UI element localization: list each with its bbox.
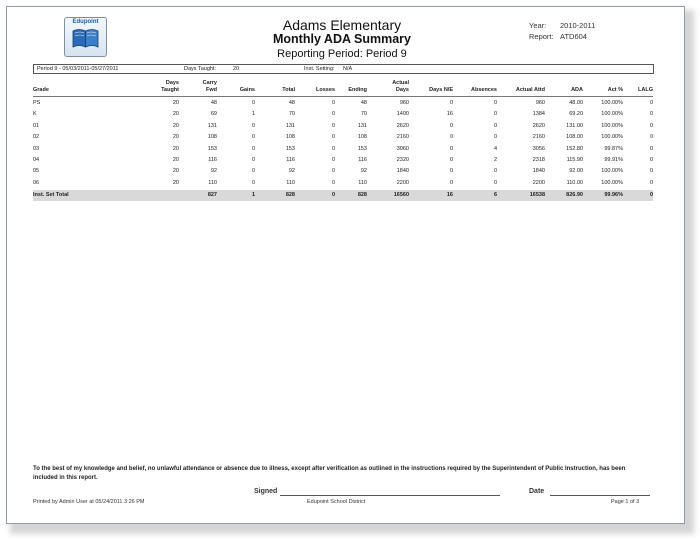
cell-days-taught: 20 [172, 134, 179, 141]
cell-actual-attd: 2200 [532, 179, 545, 186]
certification-statement: To the best of my knowledge and belief, no unlawful attendance or absence due to illness, except after verification as outlined in the instructions required by the Superintendent of Public Instruction, has been included in this report. [33, 466, 626, 481]
cell-days-ne: 16 [446, 192, 453, 199]
district-name: Edupoint School District [307, 499, 366, 505]
cell-grade: 01 [33, 122, 40, 129]
cell-actual-attd: 16538 [529, 192, 545, 199]
cell-losses: 0 [331, 122, 335, 129]
cell-days-taught: 20 [172, 179, 179, 186]
cell-carry-fwd: 48 [210, 100, 217, 106]
cell-days-taught: 20 [172, 145, 179, 152]
cell-total: 110 [286, 179, 295, 186]
logo-text: Edupoint [72, 19, 99, 25]
cell-grade: 05 [33, 168, 40, 175]
cell-act-pct: 100.00% [601, 111, 623, 118]
cell-total: 828 [285, 192, 295, 199]
cell-lalg: 0 [649, 192, 653, 199]
year-value: 2010-2011 [560, 21, 596, 30]
cell-lalg: 0 [649, 134, 653, 141]
cell-days-ne: 0 [449, 168, 453, 175]
cell-ada: 152.80 [566, 145, 583, 152]
cell-actual-days: 960 [399, 100, 409, 106]
cell-carry-fwd: 116 [208, 157, 217, 163]
cell-days-ne: 16 [446, 111, 453, 118]
edupoint-logo [64, 17, 107, 57]
cell-lalg: 0 [649, 157, 653, 163]
cell-absences: 0 [493, 134, 497, 141]
cell-actual-attd: 2620 [532, 122, 545, 129]
cell-actual-days: 2160 [396, 134, 409, 141]
cell-carry-fwd: 131 [207, 122, 217, 129]
report-label: Report: [529, 32, 554, 41]
cell-act-pct: 99.87% [604, 145, 623, 152]
cell-grade: K [33, 111, 37, 118]
cell-ada: 48.00 [569, 100, 583, 106]
cell-act-pct: 99.91% [604, 157, 623, 163]
cell-actual-days: 2320 [396, 157, 409, 163]
cell-ada: 115.90 [566, 157, 583, 163]
cell-actual-attd: 3056 [532, 145, 545, 152]
col-actual-attd: Actual Attd [515, 87, 545, 93]
cell-grade: Inst. Set Total [33, 192, 69, 199]
cell-lalg: 0 [649, 145, 653, 152]
cell-ada: 92.00 [569, 168, 583, 175]
signature-line [280, 495, 500, 496]
cell-losses: 0 [331, 111, 335, 118]
cell-carry-fwd: 827 [207, 192, 217, 199]
table-row [33, 144, 653, 155]
period-info-bar [33, 64, 654, 74]
cell-total: 108 [285, 134, 295, 141]
cell-carry-fwd: 110 [208, 179, 217, 186]
cell-actual-attd: 1384 [532, 111, 545, 118]
cell-gains: 0 [251, 134, 255, 141]
table-row [33, 98, 653, 109]
header-divider [33, 96, 653, 97]
col-lalg: LALG [638, 87, 653, 93]
col-grade: Grade [33, 87, 49, 93]
cell-absences: 0 [493, 122, 497, 129]
cell-actual-days: 1840 [396, 168, 409, 175]
cell-gains: 1 [251, 111, 255, 118]
cell-grade: 04 [33, 157, 40, 163]
cell-gains: 0 [251, 179, 255, 186]
table-row [33, 109, 653, 120]
col-gains: Gains [239, 87, 255, 93]
cell-carry-fwd: 69 [210, 111, 217, 118]
total-row [33, 190, 653, 201]
cell-losses: 0 [331, 100, 335, 106]
col-carry-fwd: Carry Fwd [202, 80, 217, 93]
table-row [33, 121, 653, 132]
cell-grade: 02 [33, 134, 40, 141]
cell-ada: 108.00 [566, 134, 583, 141]
report-code: ATD604 [560, 32, 587, 41]
cell-days-ne: 0 [449, 157, 453, 163]
col-absences: Absences [471, 87, 497, 93]
cell-total: 48 [288, 100, 295, 106]
cell-ada: 826.90 [566, 192, 583, 199]
cell-ending: 70 [360, 111, 367, 118]
cell-act-pct: 100.00% [601, 168, 623, 175]
inst-setting-label: Inst. Setting: [304, 66, 335, 72]
cell-act-pct: 99.96% [604, 192, 623, 199]
col-days-taught: Days Taught [161, 80, 179, 93]
cell-gains: 0 [251, 145, 255, 152]
cell-days-ne: 0 [449, 134, 453, 141]
cell-ending: 828 [357, 192, 367, 199]
col-actual-days: Actual Days [392, 80, 409, 93]
cell-actual-days: 2620 [396, 122, 409, 129]
table-row [33, 155, 653, 166]
cell-absences: 6 [493, 192, 497, 199]
cell-act-pct: 100.00% [601, 122, 623, 129]
cell-carry-fwd: 153 [207, 145, 217, 152]
cell-days-taught: 20 [172, 122, 179, 129]
cell-absences: 0 [493, 100, 497, 106]
year-label: Year: [529, 21, 547, 30]
cell-gains: 0 [251, 157, 255, 163]
cell-ending: 110 [358, 179, 367, 186]
days-taught-label: Days Taught: [184, 66, 217, 72]
cell-total: 116 [286, 157, 295, 163]
cell-lalg: 0 [649, 179, 653, 186]
cell-lalg: 0 [649, 122, 653, 129]
cell-absences: 0 [493, 179, 497, 186]
cell-actual-attd: 2318 [532, 157, 545, 163]
signed-label: Signed [254, 488, 278, 495]
inst-setting-value: N/A [343, 66, 353, 72]
cell-losses: 0 [331, 145, 335, 152]
cell-days-taught: 20 [172, 100, 179, 106]
cell-act-pct: 100.00% [601, 100, 623, 106]
days-taught-value: 20 [233, 66, 240, 72]
cell-losses: 0 [331, 179, 335, 186]
cell-losses: 0 [331, 168, 335, 175]
table-row [33, 178, 653, 189]
period-dates: Period 9 - 05/03/2011-05/27/2011 [37, 66, 119, 72]
cell-gains: 1 [251, 192, 255, 199]
cell-gains: 0 [251, 168, 255, 175]
cell-absences: 0 [493, 168, 497, 175]
cell-actual-days: 3060 [396, 145, 409, 152]
cell-total: 131 [285, 122, 295, 129]
cell-absences: 4 [493, 145, 497, 152]
cell-actual-days: 16560 [393, 192, 409, 199]
cell-carry-fwd: 108 [207, 134, 217, 141]
cell-ending: 92 [360, 168, 367, 175]
cell-days-taught: 20 [172, 168, 179, 175]
cell-days-ne: 0 [449, 122, 453, 129]
cell-absences: 0 [493, 111, 497, 118]
cell-grade: PS [33, 100, 41, 106]
cell-ending: 48 [360, 100, 367, 106]
printed-by: Printed by Admin User at 05/24/2011 3:26 PM [33, 499, 145, 505]
cell-actual-attd: 960 [535, 100, 545, 106]
cell-losses: 0 [331, 192, 335, 199]
cell-ada: 69.20 [569, 111, 583, 118]
col-losses: Losses [316, 87, 335, 93]
cell-days-taught: 20 [172, 157, 179, 163]
cell-carry-fwd: 92 [210, 168, 217, 175]
cell-act-pct: 100.00% [601, 179, 623, 186]
cell-total: 92 [288, 168, 295, 175]
report-page [6, 6, 685, 524]
reporting-period: Reporting Period: Period 9 [277, 48, 407, 60]
cell-days-ne: 0 [449, 179, 453, 186]
cell-losses: 0 [331, 134, 335, 141]
cell-days-ne: 0 [449, 100, 453, 106]
cell-ada: 110.00 [566, 179, 583, 186]
cell-actual-days: 2200 [396, 179, 409, 186]
col-total: Total [282, 87, 295, 93]
school-name: Adams Elementary [282, 17, 402, 33]
cell-ada: 131.00 [566, 122, 583, 129]
date-line [550, 495, 650, 496]
cell-ending: 131 [357, 122, 367, 129]
page-number: Page 1 of 3 [611, 499, 640, 505]
cell-actual-days: 1400 [396, 111, 409, 118]
cell-ending: 108 [357, 134, 367, 141]
cell-ending: 116 [358, 157, 367, 163]
book-icon [72, 28, 99, 48]
cell-gains: 0 [251, 100, 255, 106]
col-ending: Ending [348, 87, 367, 93]
cell-gains: 0 [251, 122, 255, 129]
cell-ending: 153 [357, 145, 367, 152]
cell-act-pct: 100.00% [601, 134, 623, 141]
cell-days-ne: 0 [449, 145, 453, 152]
cell-grade: 06 [33, 179, 40, 186]
date-label: Date [529, 488, 545, 495]
cell-actual-attd: 1840 [532, 168, 545, 175]
cell-actual-attd: 2160 [532, 134, 545, 141]
table-row [33, 132, 653, 143]
report-title: Monthly ADA Summary [273, 32, 411, 46]
cell-total: 153 [285, 145, 295, 152]
cell-lalg: 0 [649, 168, 653, 175]
cell-grade: 03 [33, 145, 40, 152]
col-days-ne: Days N/E [429, 87, 453, 93]
cell-total: 70 [288, 111, 295, 118]
col-ada: ADA [571, 87, 583, 93]
col-act-pct: Act % [607, 87, 623, 93]
cell-lalg: 0 [649, 111, 653, 118]
cell-absences: 2 [493, 157, 497, 163]
cell-losses: 0 [331, 157, 335, 163]
table-row [33, 166, 653, 177]
cell-days-taught: 20 [172, 111, 179, 118]
cell-lalg: 0 [649, 100, 653, 106]
